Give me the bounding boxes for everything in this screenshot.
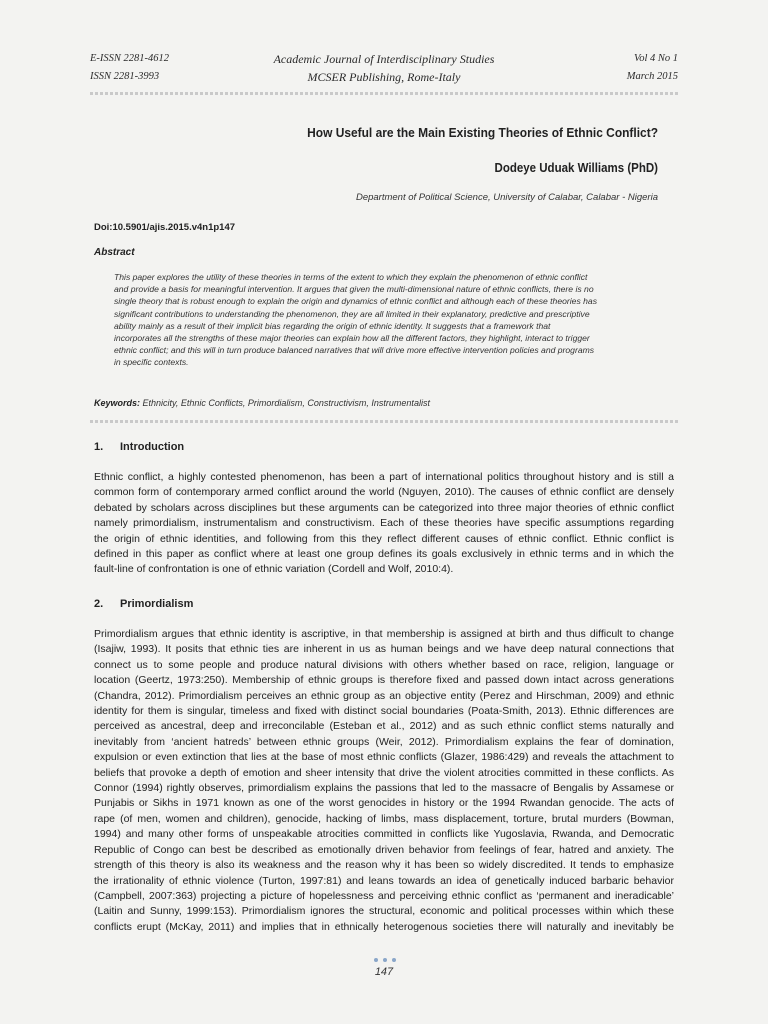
paragraph-line: the origin of ethnic identities, and following from this they reflect different causes of ethnic conflict. Ethnic conflict is bbox=[94, 532, 674, 545]
header-journal-block bbox=[90, 50, 678, 86]
abstract-line: incorporates all the strengths of these major theories can explain how all the different factors, they highlight, interact to trigger bbox=[114, 333, 590, 344]
paragraph-line: common form of contemporary armed conflict around the world (Nguyen, 2010). The causes of ethnic conflict are densely bbox=[94, 486, 674, 499]
paragraph-line: Republic of Congo can best be described as emotionally driven behavior from feelings of fear, hatred and anxiety. The bbox=[94, 843, 674, 856]
section-title: Introduction bbox=[120, 441, 185, 453]
header-issn: ISSN 2281-3993 bbox=[90, 71, 160, 82]
abstract-line: ethnic conflict; and this will in turn produce balanced narratives that will drive more effective intervention policies and programs bbox=[114, 345, 595, 356]
page-number: 147 bbox=[374, 966, 394, 978]
header-eissn: E-ISSN 2281-4612 bbox=[90, 53, 170, 64]
header-divider bbox=[90, 92, 678, 95]
paragraph-line: perceived as ancestral, deep and irreconcilable (Esteban et al., 2012) and as such ethnic conflict stems naturally and bbox=[94, 720, 674, 733]
paragraph-line: location (Geertz, 1973:250). Membership of ethnic groups is therefore fixed and passed down intact across generations bbox=[94, 674, 674, 687]
section-number: 2. bbox=[94, 598, 104, 610]
paragraph-line: defined in this paper as conflict where at least one group defines its goals exclusively in ethnic terms and in which the bbox=[94, 548, 674, 561]
keywords-label: Keywords: bbox=[94, 398, 141, 408]
paragraph-line: debated by scholars across disciplines but these arguments can be categorized into three major theories of ethnic conflict bbox=[94, 501, 674, 514]
abstract-divider bbox=[90, 420, 678, 423]
paragraph-line: Primordialism argues that ethnic identity is ascriptive, in that membership is assigned at birth and thus difficult to change bbox=[94, 628, 674, 640]
abstract-text bbox=[114, 271, 654, 369]
author-affiliation: Department of Political Science, University of Calabar, Calabar - Nigeria bbox=[355, 192, 658, 203]
header-volume-block bbox=[627, 50, 678, 86]
header-publisher: MCSER Publishing, Rome-Italy bbox=[307, 70, 461, 84]
abstract-heading: Abstract bbox=[94, 247, 135, 258]
paragraph-line: Punjabis or Sikhs in 1971 known as one of the worst genocides in history or the 1994 Rwandan genocide. The acts of bbox=[94, 797, 674, 810]
page-ornament-dots bbox=[370, 956, 400, 964]
keywords-list: Ethnicity, Ethnic Conflicts, Primordialism, Constructivism, Instrumentalist bbox=[142, 398, 430, 408]
paragraph-line: expulsion or even extinction that lies at the base of most ethnic conflicts (Glazer, 1986:429) and reveals the attachment to bbox=[94, 751, 674, 764]
abstract-line: significant contributions to understanding the phenomenon, they are all limited in their explanatory, predictive and prescriptive bbox=[114, 308, 590, 319]
primordialism-paragraph bbox=[94, 627, 674, 935]
paragraph-line: (Isajiw, 1993). It posits that ethnic ties are inherent in us as human beings and we have deep natural connections that bbox=[94, 643, 674, 656]
abstract-line: This paper explores the utility of these theories in terms of the extent to which they explain the phenomenon of ethnic conflict bbox=[114, 272, 588, 282]
abstract-line: and provide a basis for meaningful intervention. It argues that given the multi-dimensional nature of ethnic conflicts, there is no bbox=[114, 284, 594, 295]
paragraph-line: beliefs that provoke a depth of emotion and sheer intensity that drive the violent atrocities committed in these conflicts. As bbox=[94, 766, 674, 779]
keywords bbox=[94, 398, 430, 408]
header-journal: Academic Journal of Interdisciplinary Studies bbox=[273, 52, 495, 66]
paragraph-line: strength of this theory is also its weakness and the reason why it has been so widely discredited. It tends to emphasize bbox=[94, 859, 674, 872]
paragraph-line: conflicts erupt (McKay, 2011) and implies that in ethnically heterogenous societies there will naturally and inevitably be bbox=[94, 920, 674, 933]
paragraph-line: Ethnic conflict, a highly contested phenomenon, has been a part of international politics throughout history and is still a bbox=[94, 471, 674, 483]
running-header bbox=[90, 50, 678, 90]
paragraph-line: connect us to some people and produce natural divisions with others whether based on race, religion, language or bbox=[94, 658, 674, 671]
abstract-line: single theory that is robust enough to explain the origin and dynamics of ethnic conflict and although each of these theories has bbox=[114, 296, 597, 307]
paragraph-line: (Laitin and Sunny, 1999:153). Primordialism ignores the structural, economic and political processes within which these bbox=[94, 905, 674, 918]
paragraph-line: (Campbell, 2007:363) projecting a picture of hopelessness and perceiving ethnic conflict as ‘permanent and ineradicable’ bbox=[94, 889, 674, 902]
section-heading-primordialism bbox=[94, 598, 193, 610]
ornament-dot bbox=[374, 958, 378, 962]
article-title: How Useful are the Main Existing Theories of Ethnic Conflict? bbox=[307, 125, 658, 140]
header-date: March 2015 bbox=[626, 71, 678, 82]
introduction-paragraph bbox=[94, 470, 674, 578]
article-author: Dodeye Uduak Williams (PhD) bbox=[494, 161, 658, 175]
abstract-line: ability mainly as a result of their implicit bias regarding the origin of ethnic identity. It suggests that a framework that bbox=[114, 320, 551, 331]
article-doi: Doi:10.5901/ajis.2015.v4n1p147 bbox=[94, 222, 236, 233]
paragraph-line: Connor (1994) rightly observes, primordialism explains the passions that led to the massacre of Bengalis by Assamese or bbox=[94, 782, 674, 795]
header-volume: Vol 4 No 1 bbox=[633, 53, 678, 64]
section-heading-introduction bbox=[94, 441, 184, 453]
section-title: Primordialism bbox=[120, 598, 194, 610]
paragraph-line: namely primordialism, instrumentalism and constructivism. Each of these theories have specific assumptions regarding bbox=[94, 517, 674, 530]
paragraph-line: fault-line of confrontation is one of ethnic variation (Cordell and Wolf, 2010:4). bbox=[94, 563, 454, 576]
paragraph-line: identity for them is singular, timeless and fixed with distinct social boundaries (Poata-Smith, 2013). Ethnic differences are bbox=[94, 705, 674, 718]
section-number: 1. bbox=[94, 441, 104, 453]
ornament-dot bbox=[392, 958, 396, 962]
paragraph-line: inevitably from ‘ancient hatreds’ between ethnic groups (Weir, 2012). Primordialism explains the fear of domination, bbox=[94, 735, 674, 748]
paragraph-line: (Chandra, 2012). Primordialism perceives an ethnic group as an objective entity (Perez and Hirschman, 2009) and ethnic bbox=[94, 689, 674, 702]
paragraph-line: 1994) and many other forms of unspeakable atrocities committed in conflicts like Yugoslavia, Rwanda, and Democratic bbox=[94, 828, 674, 841]
paragraph-line: rape (of men, women and children), genocide, hacking of limbs, mass displacement, torture, brutal murders (Bowman, bbox=[94, 812, 674, 825]
ornament-dot bbox=[383, 958, 387, 962]
abstract-line: in specific contexts. bbox=[114, 357, 189, 368]
paragraph-line: the irrationality of ethnic violence (Turton, 1997:81) and leans towards an idea of genetically induced barbaric behavior bbox=[94, 874, 674, 887]
